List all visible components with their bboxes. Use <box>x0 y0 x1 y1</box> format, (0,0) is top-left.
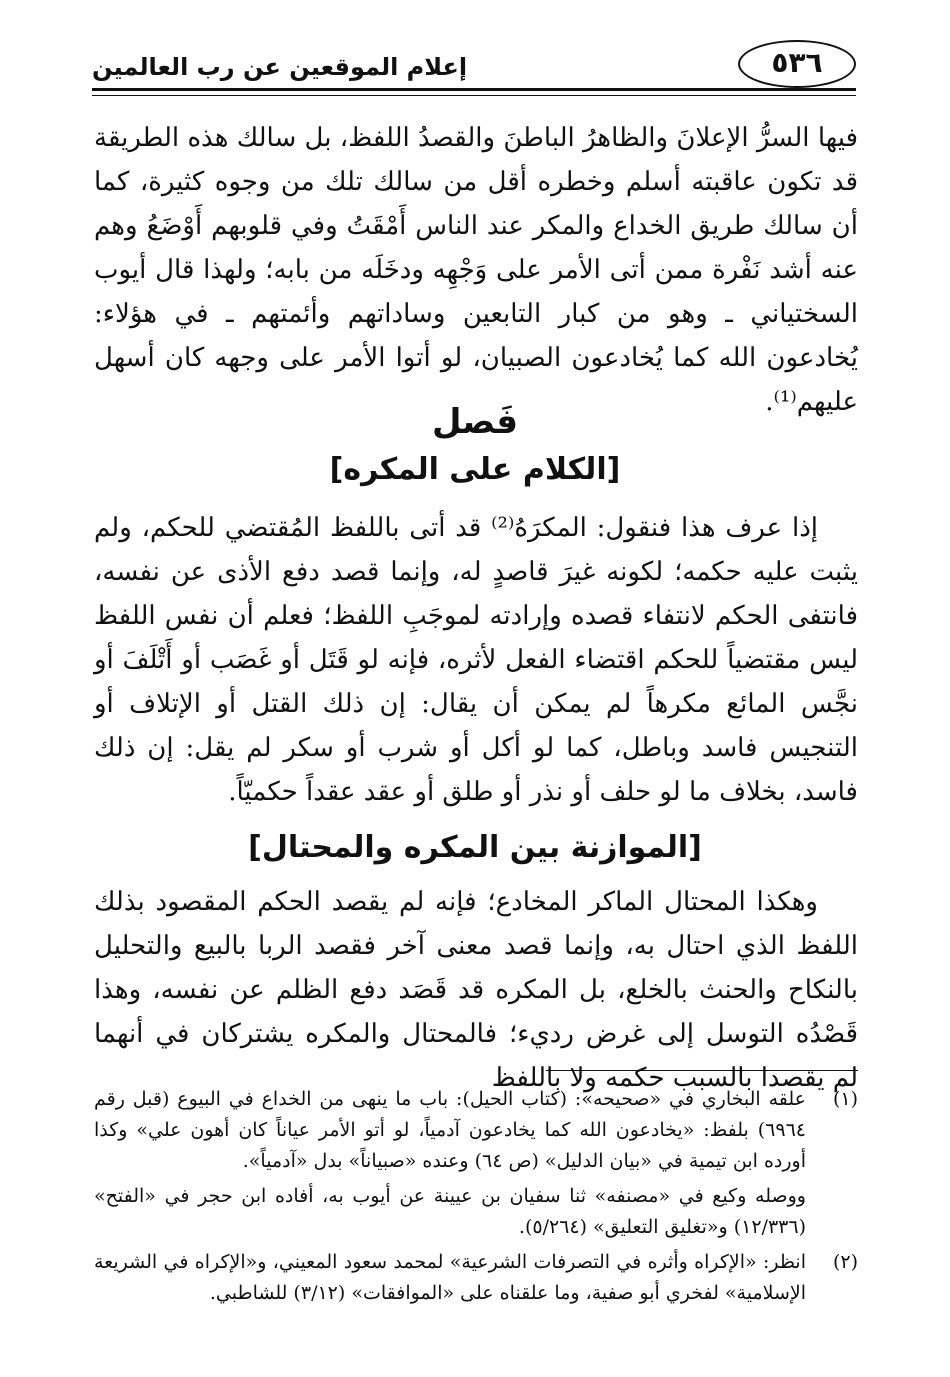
footnote-text: انظر: «الإكراه وأثره في التصرفات الشرعية» لمحمد سعود المعيني، و«الإكراه في الشريعة الإسلامية» لفخري أبو صفية، وما علقناه على «الموافقات» (٣/١٢) للشاطبي. <box>94 1251 806 1304</box>
heading-mukrah: [الكلام على المكره] <box>329 452 621 487</box>
page-number: ٥٣٦ <box>738 40 856 88</box>
footnote-number: (١) <box>832 1088 858 1110</box>
page-header <box>92 40 856 92</box>
main-text-block-2 <box>94 506 858 814</box>
footnote-1-continuation: ووصله وكيع في «مصنفه» ثنا سفيان بن عيينة عن أيوب به، أفاده ابن حجر في «الفتح» (١٢/٣٣٦) و«تغليق التعليق» (٥/٢٦٤). <box>94 1185 806 1238</box>
main-text-block-1 <box>94 116 858 424</box>
paragraph-mukrah: إذا عرف هذا فنقول: المكرَهُ⁽²⁾ قد أتى باللفظ المُقتضي للحكم، ولم يثبت عليه حكمه؛ لكونه غيرَ قاصدٍ له، وإنما قصد دفع الأذى عن نفسه، فانتفى الحكم لانتفاء قصده وإرادته لموجَبِ اللفظ؛ فعلم أن نفس اللفظ ليس مقتضياً للحكم اقتضاء الفعل لأثره، فإنه لو قَتَل أو غَصَب أو أَتْلَفَ أو نجَّس المائع مكرهاً لم يمكن أن يقال: إن ذلك القتل أو الإتلاف أو التنجيس فاسد وباطل، كما لو أكل أو شرب أو سكر لم يقل: إن ذلك فاسد، بخلاف ما لو حلف أو نذر أو طلق أو عقد عقداً حكميّاً. <box>94 513 858 807</box>
paragraph-muhtal: وهكذا المحتال الماكر المخادع؛ فإنه لم يقصد الحكم المقصود بذلك اللفظ الذي احتال به، وإنما قصد معنى آخر فقصد الربا بالبيع والتحليل بالنكاح والحنث بالخلع، بل المكره قد قَصَد دفع الظلم عن نفسه، وهذا قَصْدُه التوسل إلى غرض رديء؛ فالمحتال والمكره يشتركان في أنهما لم يقصدا بالسبب حكمه ولا باللفظ <box>94 887 858 1093</box>
footnote-2 <box>94 1247 858 1309</box>
footnote-text: علقه البخاري في «صحيحه»: (كتاب الحيل): باب ما ينهى من الخداع في البيوع (قبل رقم ٦٩٦٤) بلفظ: «يخادعون الله كما يخادعون آدمياً، لو أتو الأمر عياناً كان أهون علي» وكذا أورده ابن تيمية في «بيان الدليل» (ص ٦٤) وعنده «صبياناً» بدل «آدمياً». <box>94 1088 806 1172</box>
section-title-fasl: فَصل <box>431 402 519 442</box>
header-rule-thick <box>92 88 856 91</box>
header-rule-thin <box>92 95 856 96</box>
footnote-1 <box>94 1084 858 1177</box>
footnote-separator <box>546 1070 858 1071</box>
paragraph-continuation: فيها السرُّ الإعلانَ والظاهرُ الباطنَ والقصدُ اللفظ، بل سالك هذه الطريقة قد تكون عاقبته أسلم وخطره أقل من سالك تلك من وجوه كثيرة، كما أن سالك طريق الخداع والمكر عند الناس أَمْقَتُ وفي قلوبهم أَوْضَعُ وهم عنه أشد نَفْرة ممن أتى الأمر على وَجْهِه ودخَلَه من بابه؛ ولهذا قال أيوب السختياني ـ وهو من كبار التابعين وساداتهم وأئمتهم ـ في هؤلاء: يُخادعون الله كما يُخادعون الصبيان، لو أتوا الأمر على وجهه كان أسهل عليهم⁽¹⁾. <box>94 123 858 417</box>
heading-comparison: [الموازنة بين المكره والمحتال] <box>248 830 702 865</box>
footnote-number: (٢) <box>832 1251 858 1273</box>
footnotes <box>94 1084 858 1309</box>
running-title: إعلام الموقعين عن رب العالمين <box>92 53 468 81</box>
main-text-block-3 <box>94 880 858 1100</box>
